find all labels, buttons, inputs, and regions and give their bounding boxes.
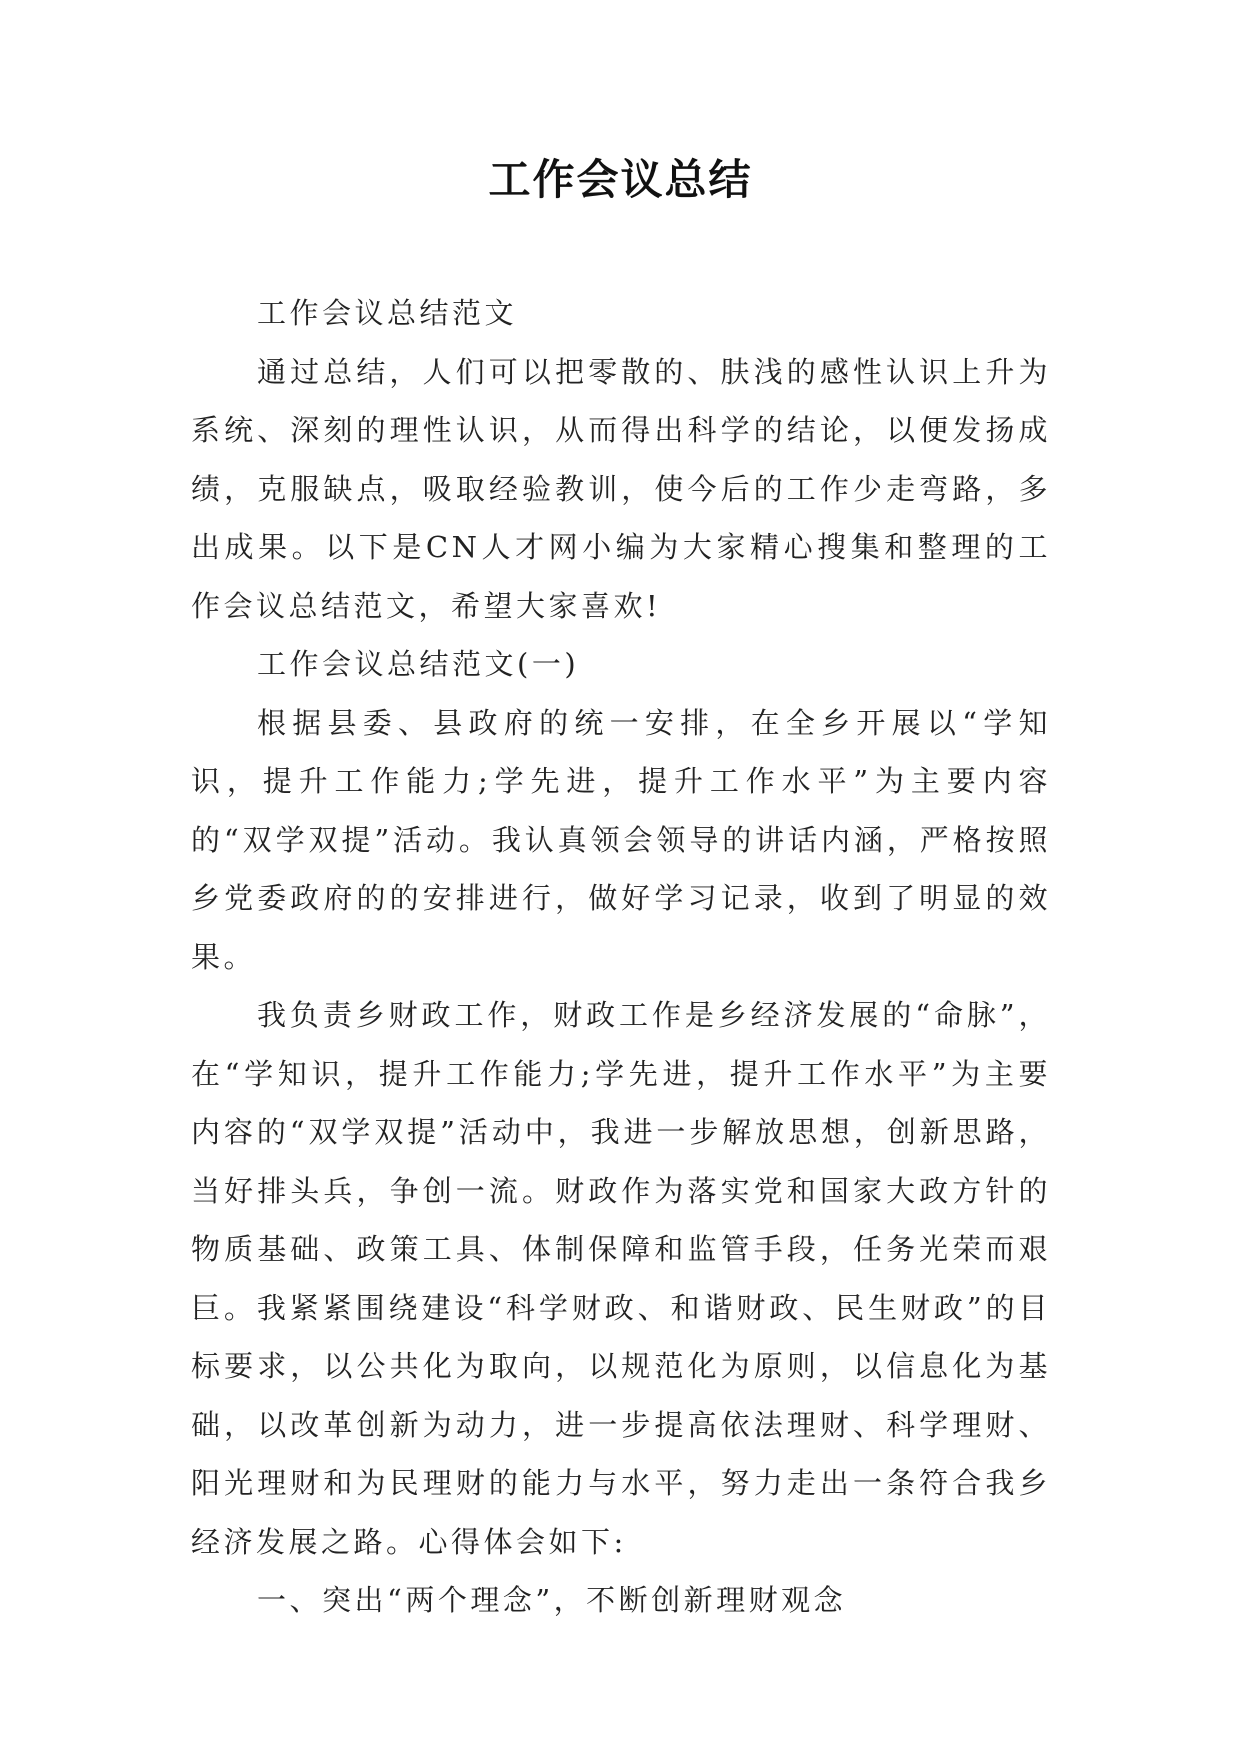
paragraph-intro: 通过总结，人们可以把零散的、肤浅的感性认识上升为系统、深刻的理性认识，从而得出科学的结论，以便发扬成绩，克服缺点，吸取经验教训，使今后的工作少走弯路，多出成果。以下是CN人才网小编为大家精心搜集和整理的工作会议总结范文，希望大家喜欢! — [191, 354, 1051, 623]
section-heading-one: 工作会议总结范文(一) — [257, 647, 580, 681]
subheading-two-concepts: 一、突出“两个理念”，不断创新理财观念 — [257, 1583, 847, 1617]
paragraph-activity: 根据县委、县政府的统一安排，在全乡开展以“学知识，提升工作能力;学先进，提升工作水平”为主要内容的“双学双提”活动。我认真领会领导的讲话内涵，严格按照乡党委政府的的安排进行，做好学习记录，收到了明显的效果。 — [191, 705, 1051, 974]
document-body — [191, 284, 1051, 1630]
section-heading-intro: 工作会议总结范文 — [257, 296, 518, 330]
document-title: 工作会议总结 — [488, 155, 753, 204]
paragraph-finance: 我负责乡财政工作，财政工作是乡经济发展的“命脉”，在“学知识，提升工作能力;学先进，提升工作水平”为主要内容的“双学双提”活动中，我进一步解放思想，创新思路，当好排头兵，争创一流。财政作为落实党和国家大政方针的物质基础、政策工具、体制保障和监管手段，任务光荣而艰巨。我紧紧围绕建设“科学财政、和谐财政、民生财政”的目标要求，以公共化为取向，以规范化为原则，以信息化为基础，以改革创新为动力，进一步提高依法理财、科学理财、阳光理财和为民理财的能力与水平，努力走出一条符合我乡经济发展之路。心得体会如下: — [191, 998, 1051, 1559]
